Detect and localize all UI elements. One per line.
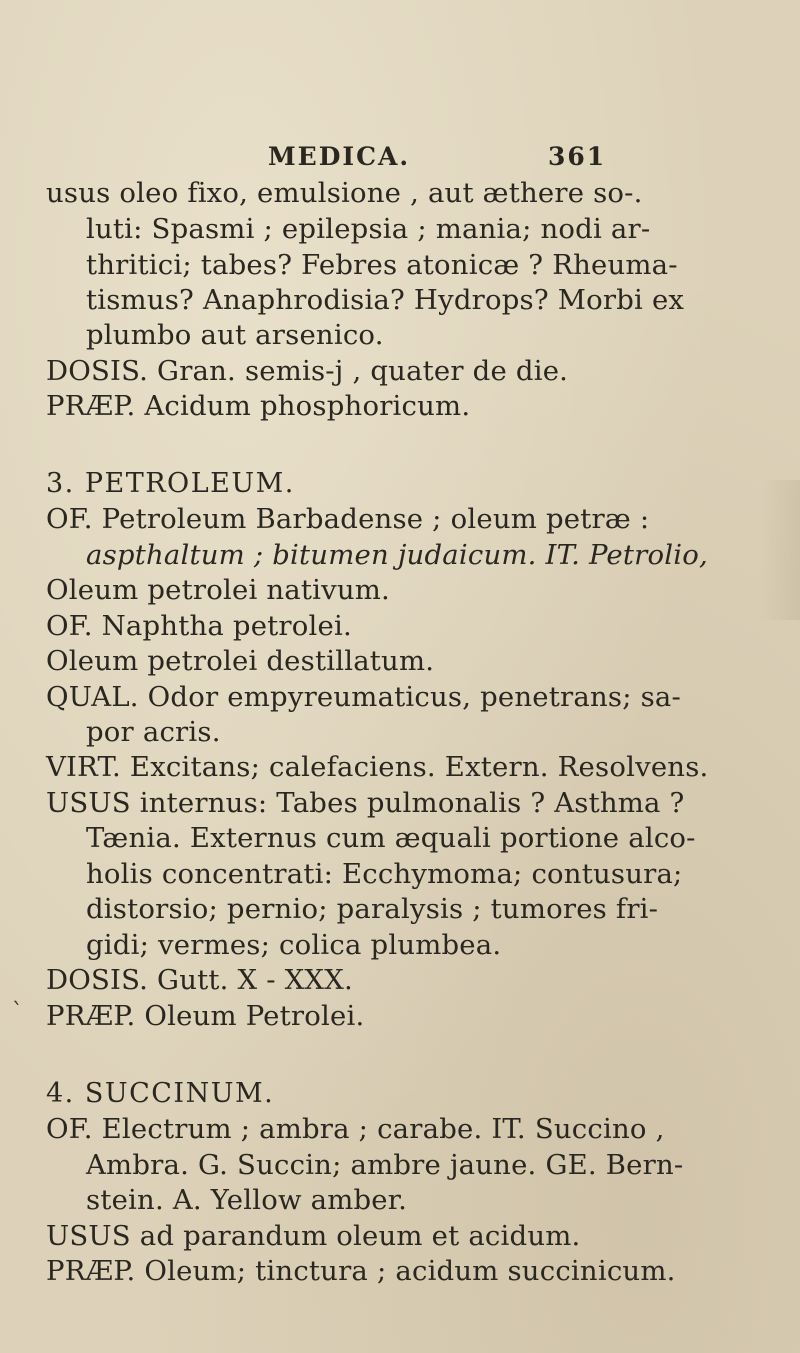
section-heading: 4. SUCCINUM. xyxy=(46,1078,275,1109)
text-line: Tænia. Externus cum æquali portione alco- xyxy=(86,822,696,854)
text-line: OF. Electrum ; ambra ; carabe. IT. Succino , xyxy=(46,1113,665,1145)
text-line: QUAL. Odor empyreumaticus, penetrans; sa- xyxy=(46,681,682,713)
text-line: Oleum petrolei destillatum. xyxy=(46,645,435,677)
text-line: PRÆP. Oleum Petrolei. xyxy=(46,1000,365,1032)
margin-mark: ` xyxy=(12,1000,23,1025)
text-line: luti: Spasmi ; epilepsia ; mania; nodi ar- xyxy=(86,213,651,245)
text-line: OF. Petroleum Barbadense ; oleum petræ : xyxy=(46,503,650,535)
text-line: usus oleo fixo, emulsione , aut æthere so-. xyxy=(46,177,643,209)
text-line: PRÆP. Oleum; tinctura ; acidum succinicum. xyxy=(46,1255,676,1287)
text-line: DOSIS. Gutt. X - XXX. xyxy=(46,964,353,996)
text-line: Ambra. G. Succin; ambre jaune. GE. Bern- xyxy=(86,1149,684,1181)
text-line: gidi; vermes; colica plumbea. xyxy=(86,929,502,961)
text-line: Oleum petrolei nativum. xyxy=(46,574,390,606)
text-line: PRÆP. Acidum phosphoricum. xyxy=(46,390,471,422)
page-number: 361 xyxy=(548,142,607,171)
text-line: aspthaltum ; bitumen judaicum. IT. Petrolio, xyxy=(86,539,708,571)
section-heading: 3. PETROLEUM. xyxy=(46,468,295,499)
text-line: plumbo aut arsenico. xyxy=(86,319,384,351)
text-line: USUS ad parandum oleum et acidum. xyxy=(46,1220,581,1252)
text-line: USUS internus: Tabes pulmonalis ? Asthma ? xyxy=(46,787,685,819)
page-edge-stain xyxy=(760,480,800,620)
text-line: distorsio; pernio; paralysis ; tumores fri- xyxy=(86,893,659,925)
text-line: por acris. xyxy=(86,716,221,748)
text-line: OF. Naphtha petrolei. xyxy=(46,610,352,642)
text-line: thritici; tabes? Febres atonicæ ? Rheuma- xyxy=(86,249,678,281)
text-line: DOSIS. Gran. semis-j , quater de die. xyxy=(46,355,569,387)
text-line: holis concentrati: Ecchymoma; contusura; xyxy=(86,858,683,890)
text-line: VIRT. Excitans; calefaciens. Extern. Resolvens. xyxy=(46,751,709,783)
text-line: tismus? Anaphrodisia? Hydrops? Morbi ex xyxy=(86,284,685,316)
running-title: MEDICA. xyxy=(268,142,411,171)
text-line: stein. A. Yellow amber. xyxy=(86,1184,408,1216)
